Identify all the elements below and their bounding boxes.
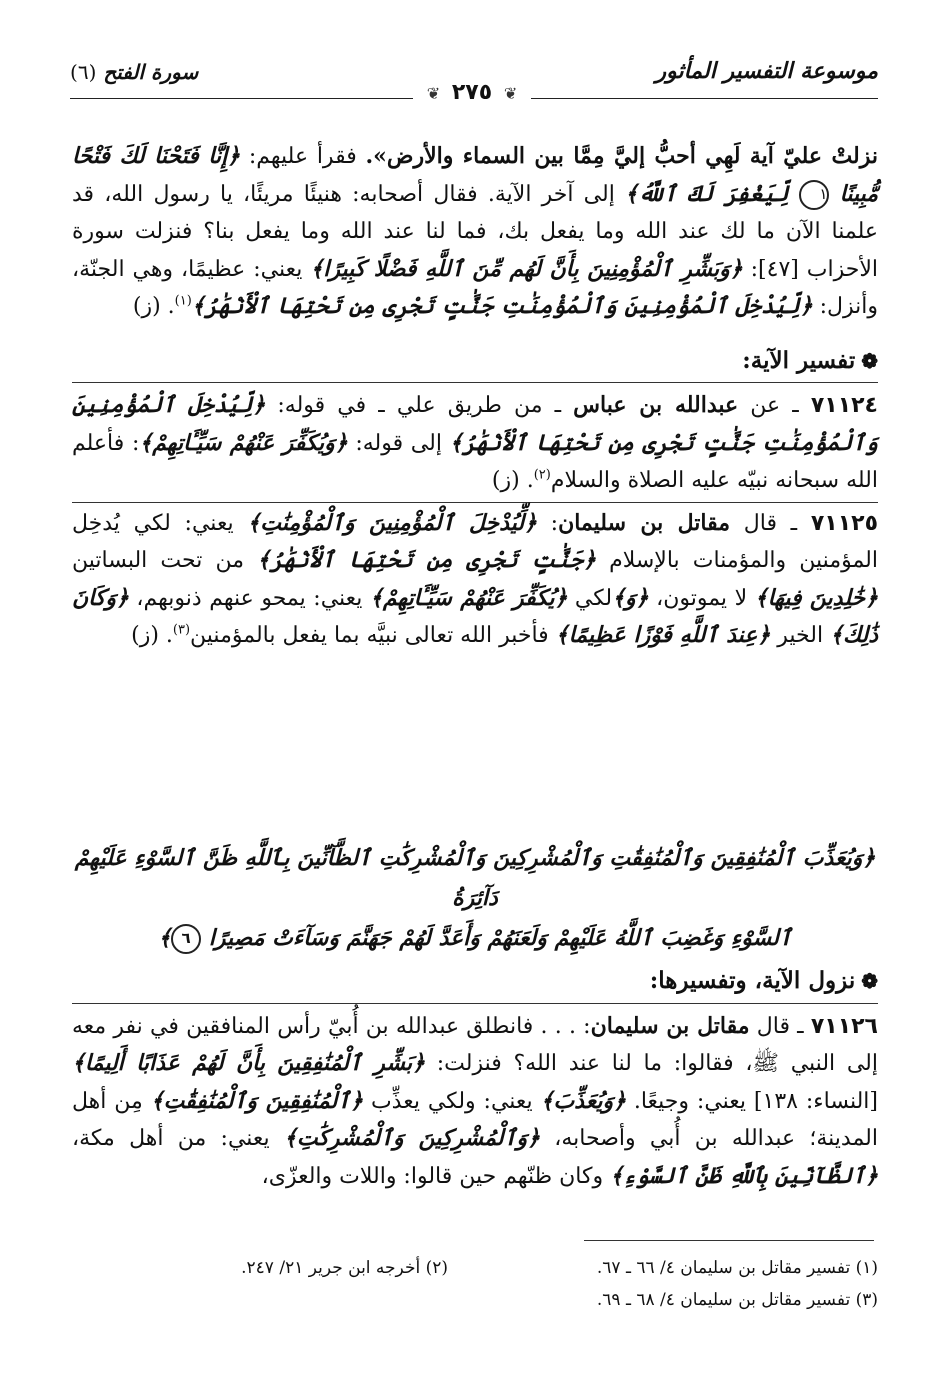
section-rule xyxy=(72,1003,878,1004)
quran-quote: ﴿ٱلْمُنَٰفِقِينَ وَٱلْمُنَٰفِقَٰتِ﴾ xyxy=(150,1087,364,1114)
quran-quote: ﴿وَٱلْمُشْرِكِينَ وَٱلْمُشْرِكَٰتِ﴾ xyxy=(283,1125,541,1151)
quran-quote: ﴿لِّيُدْخِلَ ٱلْمُؤْمِنِينَ وَٱلْمُؤْمِنَٰتِ جَنَّٰتٍ تَجْرِى مِن تَحْتِهَا ٱلْأَنْهَٰرُ﴾ xyxy=(191,293,813,319)
entry-text: الخير xyxy=(770,623,831,648)
narrator-name: مقاتل بن سليمان xyxy=(590,1012,750,1039)
entry-text: : . . . فانطلق عبدالله بن أُبيّ رأس المنافقين في نفر معه إلى النبي ﷺ، فقالوا: ما لنا عند الله؟ فنزلت: xyxy=(72,1013,878,1076)
entry-71126 xyxy=(72,1008,878,1196)
intro-text: نزلتْ عليّ آية لَهِي أحبُّ إليَّ مِمَّا بين السماء والأرض». xyxy=(365,143,879,169)
surah-name: سورة الفتح xyxy=(103,60,199,84)
entry-text: لكي xyxy=(567,585,613,611)
ayah-number-icon: ١ xyxy=(799,180,829,210)
section-heading xyxy=(72,342,878,381)
entry-text: : فأعلم الله سبحانه نبيّه عليه الصلاة والسلام xyxy=(72,430,878,493)
footnotes xyxy=(72,1252,878,1316)
footnote-1: (١) تفسير مقاتل بن سليمان ٤/ ٦٦ ـ ٦٧. xyxy=(596,1258,878,1278)
section-2-text xyxy=(72,962,878,1195)
entry-text: يعني: ولكي يعذِّب xyxy=(363,1088,541,1114)
entry-text: . (ز) xyxy=(131,623,173,648)
entry-text: من تحت البساتين xyxy=(72,548,258,573)
quran-quote: ﴿لِّيُدْخِلَ ٱلْمُؤْمِنِينَ وَٱلْمُؤْمِنَٰتِ﴾ xyxy=(247,509,537,536)
book-title: موسوعة التفسير المأثور xyxy=(655,58,878,84)
narrator-name: مقاتل بن سليمان xyxy=(558,509,731,536)
entry-text: ـ من طريق علي ـ في قوله: xyxy=(265,393,574,418)
footnote-row xyxy=(72,1252,878,1284)
intro-text: . (ز) xyxy=(132,294,175,319)
entry-text: [النساء: ١٣٨] يعني: وجيعًا. xyxy=(625,1088,878,1114)
footnote-rule xyxy=(584,1240,874,1241)
quran-quote: ﴿وَبَشِّرِ ٱلْمُؤْمِنِينَ بِأَنَّ لَهُم مِّنَ ٱللَّهِ فَضْلًا كَبِيرًا﴾ xyxy=(310,255,743,282)
ornament-icon: ❦ xyxy=(426,84,441,103)
intro-text: يعني: عظيمًا، وهي الجنّة، وأنزل: xyxy=(72,256,878,319)
ayah-number-icon: ٦ xyxy=(171,924,201,954)
page-number-bar xyxy=(0,80,944,105)
verse-line-2 xyxy=(72,918,878,958)
entry-text: لا يموتون، xyxy=(648,585,755,611)
entry-text: إلى قوله: xyxy=(347,430,450,456)
footnote-ref[interactable]: (٣) xyxy=(172,622,191,638)
entry-text: وكان ظنّهم حين قالوا: واللات والعزّى، xyxy=(261,1163,611,1189)
entry-text: مِن أهل المدينة؛ عبدالله بن أُبي وأصحابه، xyxy=(72,1088,878,1151)
entry-number: ٧١١٢٤ xyxy=(810,393,878,418)
entry-text: ـ قال xyxy=(730,510,811,536)
quran-quote: ﴿إِنَّا فَتَحْنَا لَكَ فَتْحًا مُّبِينًا xyxy=(72,143,879,207)
page-number: ٢٧٥ xyxy=(451,80,493,105)
flower-icon: ❁ xyxy=(861,348,878,373)
intro-paragraph xyxy=(72,138,878,326)
footnote-2: (٢) أخرجه ابن جرير ٢١/ ٢٤٧. xyxy=(241,1258,448,1278)
entry-text: فأخبر الله تعالى نبيَّه بما يفعل بالمؤمنين xyxy=(190,623,556,648)
quran-quote: ﴿وَكَانَ ذَٰلِكَ﴾ xyxy=(72,584,878,648)
entry-text: ـ قال xyxy=(749,1013,811,1039)
section-rule xyxy=(72,382,878,383)
quran-quote: ﴿يُكَفِّرَ عَنْهُمْ سَيِّـَٔاتِهِمْ﴾ xyxy=(369,584,568,611)
entry-text: : xyxy=(536,510,559,536)
verse-bracket: ﴾ xyxy=(158,925,172,951)
ornament-icon: ❦ xyxy=(503,84,518,103)
footnote-row xyxy=(72,1284,878,1316)
quran-quote: ﴿وَيُكَفِّرَ عَنْهُمْ سَيِّـَٔاتِهِمْ﴾ xyxy=(139,429,348,456)
quran-quote: لِّيَغْفِرَ لَكَ ٱللَّهُ﴾ xyxy=(625,180,800,207)
entry-rule xyxy=(72,502,878,503)
section-heading-text: نزول الآية، وتفسيرها: xyxy=(649,967,856,994)
surah-number: (٦) xyxy=(70,60,97,84)
quran-quote: ﴿جَنَّٰتٍ تَجْرِى مِن تَحْتِهَا ٱلْأَنْهَٰرُ﴾ xyxy=(257,547,596,573)
entry-71124 xyxy=(72,387,878,500)
entry-text: . (ز) xyxy=(491,468,534,493)
footnote-ref[interactable]: (٢) xyxy=(533,467,551,483)
verse-line-1: ﴿وَيُعَذِّبَ ٱلْمُنَٰفِقِينَ وَٱلْمُنَٰفِقَٰتِ وَٱلْمُشْرِكِينَ وَٱلْمُشْرِكَٰتِ ٱلظَّآنِّينَ بِٱللَّهِ ظَنَّ ٱلسَّوْءِ عَلَيْهِمْ دَآئِرَةُ xyxy=(74,845,876,911)
intro-text: فقرأ عليهم: xyxy=(240,144,366,169)
main-text xyxy=(72,138,878,655)
quran-quote: ﴿بَشِّرِ ٱلْمُنَٰفِقِينَ بِأَنَّ لَهُمْ عَذَابًا أَلِيمًا﴾ xyxy=(72,1050,426,1076)
entry-number: ٧١١٢٥ xyxy=(810,510,878,536)
quran-quote: ﴿خَٰلِدِينَ فِيهَا﴾ xyxy=(754,584,878,611)
entry-71125 xyxy=(72,505,878,655)
page-number-box xyxy=(413,80,531,105)
footnote-3: (٣) تفسير مقاتل بن سليمان ٤/ ٦٨ ـ ٦٩. xyxy=(596,1290,878,1310)
verse-text: ٱلسَّوْءِ وَغَضِبَ ٱللَّهُ عَلَيْهِمْ وَلَعَنَهُمْ وَأَعَدَّ لَهُمْ جَهَنَّمَ وَسَآءَتْ مَصِيرًا xyxy=(208,925,792,951)
entry-text: ـ عن xyxy=(738,393,811,418)
footnote-ref[interactable]: (١) xyxy=(174,293,192,309)
quran-quote: ﴿وَ﴾ xyxy=(612,584,649,611)
narrator-name: عبدالله بن عباس xyxy=(573,392,739,418)
entry-text: يعني: يمحو عنهم ذنوبهم، xyxy=(128,585,370,611)
quran-quote: ﴿لِّيُدْخِلَ ٱلْمُؤْمِنِينَ وَٱلْمُؤْمِنَٰتِ جَنَّٰتٍ تَجْرِى مِن تَحْتِهَا ٱلْأَنْهَٰرُ﴾ xyxy=(72,392,878,456)
intro-text: إلى آخر الآية. فقال أصحابه: هنيئًا مريئًا، يا رسول الله، قد علمنا الآن ما لك عند الله وما يفعل بك، فما لنا عند الله وما يفعل بنا؟ فنزلت سورة الأحزاب [٤٧]: xyxy=(72,181,879,282)
entry-text: يعني: من أهل مكة، xyxy=(72,1126,284,1151)
quran-quote: ﴿ٱلظَّآنِّينَ بِٱللَّهِ ظَنَّ ٱلسَّوْءِ﴾ xyxy=(610,1162,878,1189)
entry-text: يعني: لكي يُدخِل المؤمنين والمؤمنات بالإسلام xyxy=(72,510,878,573)
quran-quote: ﴿عِندَ ٱللَّهِ فَوْزًا عَظِيمًا﴾ xyxy=(555,622,771,648)
section-heading xyxy=(72,962,878,1001)
section-heading-text: تفسير الآية: xyxy=(742,346,856,374)
flower-icon: ❁ xyxy=(861,969,878,993)
verse-block xyxy=(72,838,878,958)
entry-number: ٧١١٢٦ xyxy=(810,1013,878,1039)
quran-quote: ﴿وَيُعَذِّبَ﴾ xyxy=(540,1087,626,1114)
